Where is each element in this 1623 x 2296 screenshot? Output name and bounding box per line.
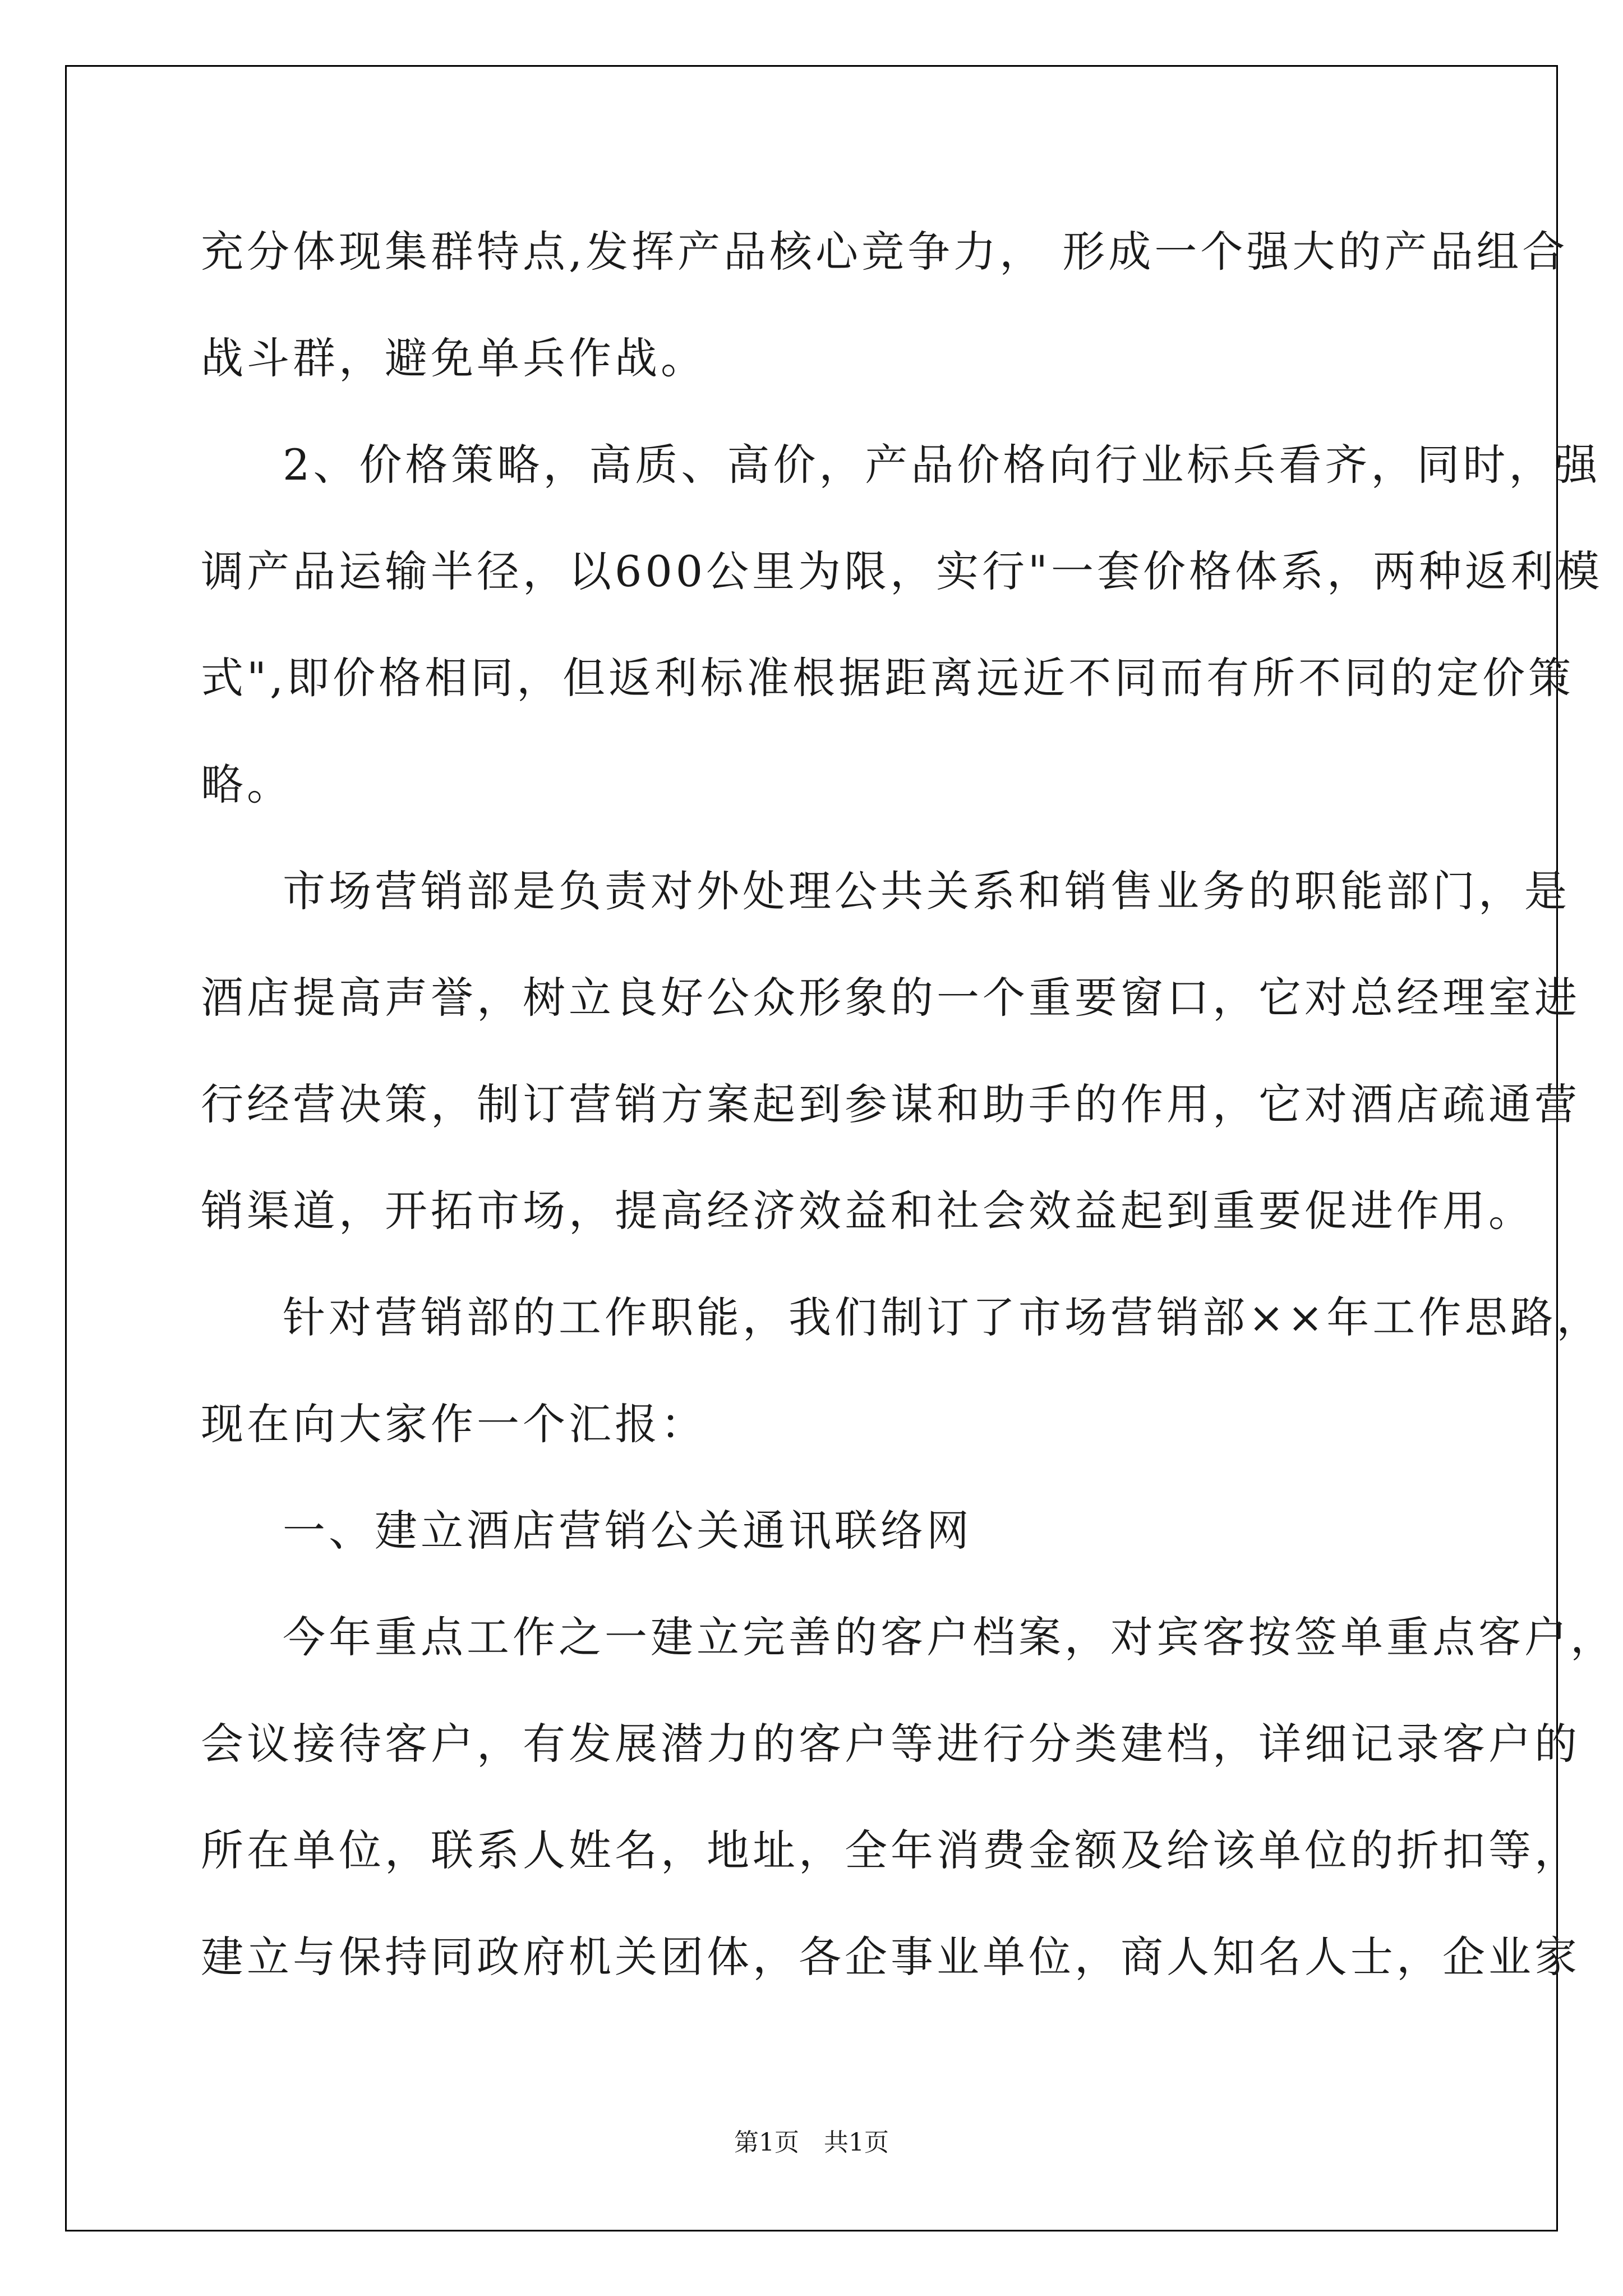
paragraph-line: 针对营销部的工作职能，我们制订了市场营销部××年工作思路，	[283, 1292, 1603, 1342]
paragraph-line: 酒店提高声誉，树立良好公众形象的一个重要窗口，它对总经理室进	[201, 973, 1580, 1023]
page-footer	[0, 2126, 1623, 2160]
section-heading: 一、建立酒店营销公关通讯联络网	[283, 1506, 972, 1556]
paragraph-line: 会议接待客户，有发展潜力的客户等进行分类建档，详细记录客户的	[201, 1719, 1580, 1769]
paragraph-line: 现在向大家作一个汇报：	[201, 1399, 707, 1449]
paragraph-line: 销渠道，开拓市场，提高经济效益和社会效益起到重要促进作用。	[201, 1186, 1534, 1236]
paragraph-line: 行经营决策，制订营销方案起到参谋和助手的作用，它对酒店疏通营	[201, 1079, 1580, 1129]
page-total: 共1页	[824, 2128, 889, 2157]
paragraph-line: 今年重点工作之一建立完善的客户档案，对宾客按签单重点客户，	[283, 1612, 1616, 1662]
page-number: 第1页	[734, 2128, 799, 2157]
paragraph-line: 式",即价格相同，但返利标准根据距离远近不同而有所不同的定价策	[201, 653, 1575, 703]
paragraph-line: 战斗群，避免单兵作战。	[201, 333, 707, 383]
paragraph-line: 略。	[201, 760, 293, 809]
paragraph-line: 建立与保持同政府机关团体，各企事业单位，商人知名人士，企业家	[201, 1932, 1580, 1982]
paragraph-line: 充分体现集群特点,发挥产品核心竞争力， 形成一个强大的产品组合	[201, 227, 1569, 277]
document-body	[201, 221, 1616, 2033]
paragraph-line: 所在单位，联系人姓名，地址，全年消费金额及给该单位的折扣等，	[201, 1825, 1580, 1875]
paragraph-line: 2、价格策略，高质、高价，产品价格向行业标兵看齐，同时，强	[283, 440, 1601, 490]
paragraph-line: 市场营销部是负责对外处理公共关系和销售业务的职能部门，是	[283, 866, 1570, 916]
paragraph-line: 调产品运输半径，以600公里为限，实行"一套价格体系，两种返利模	[201, 546, 1603, 596]
